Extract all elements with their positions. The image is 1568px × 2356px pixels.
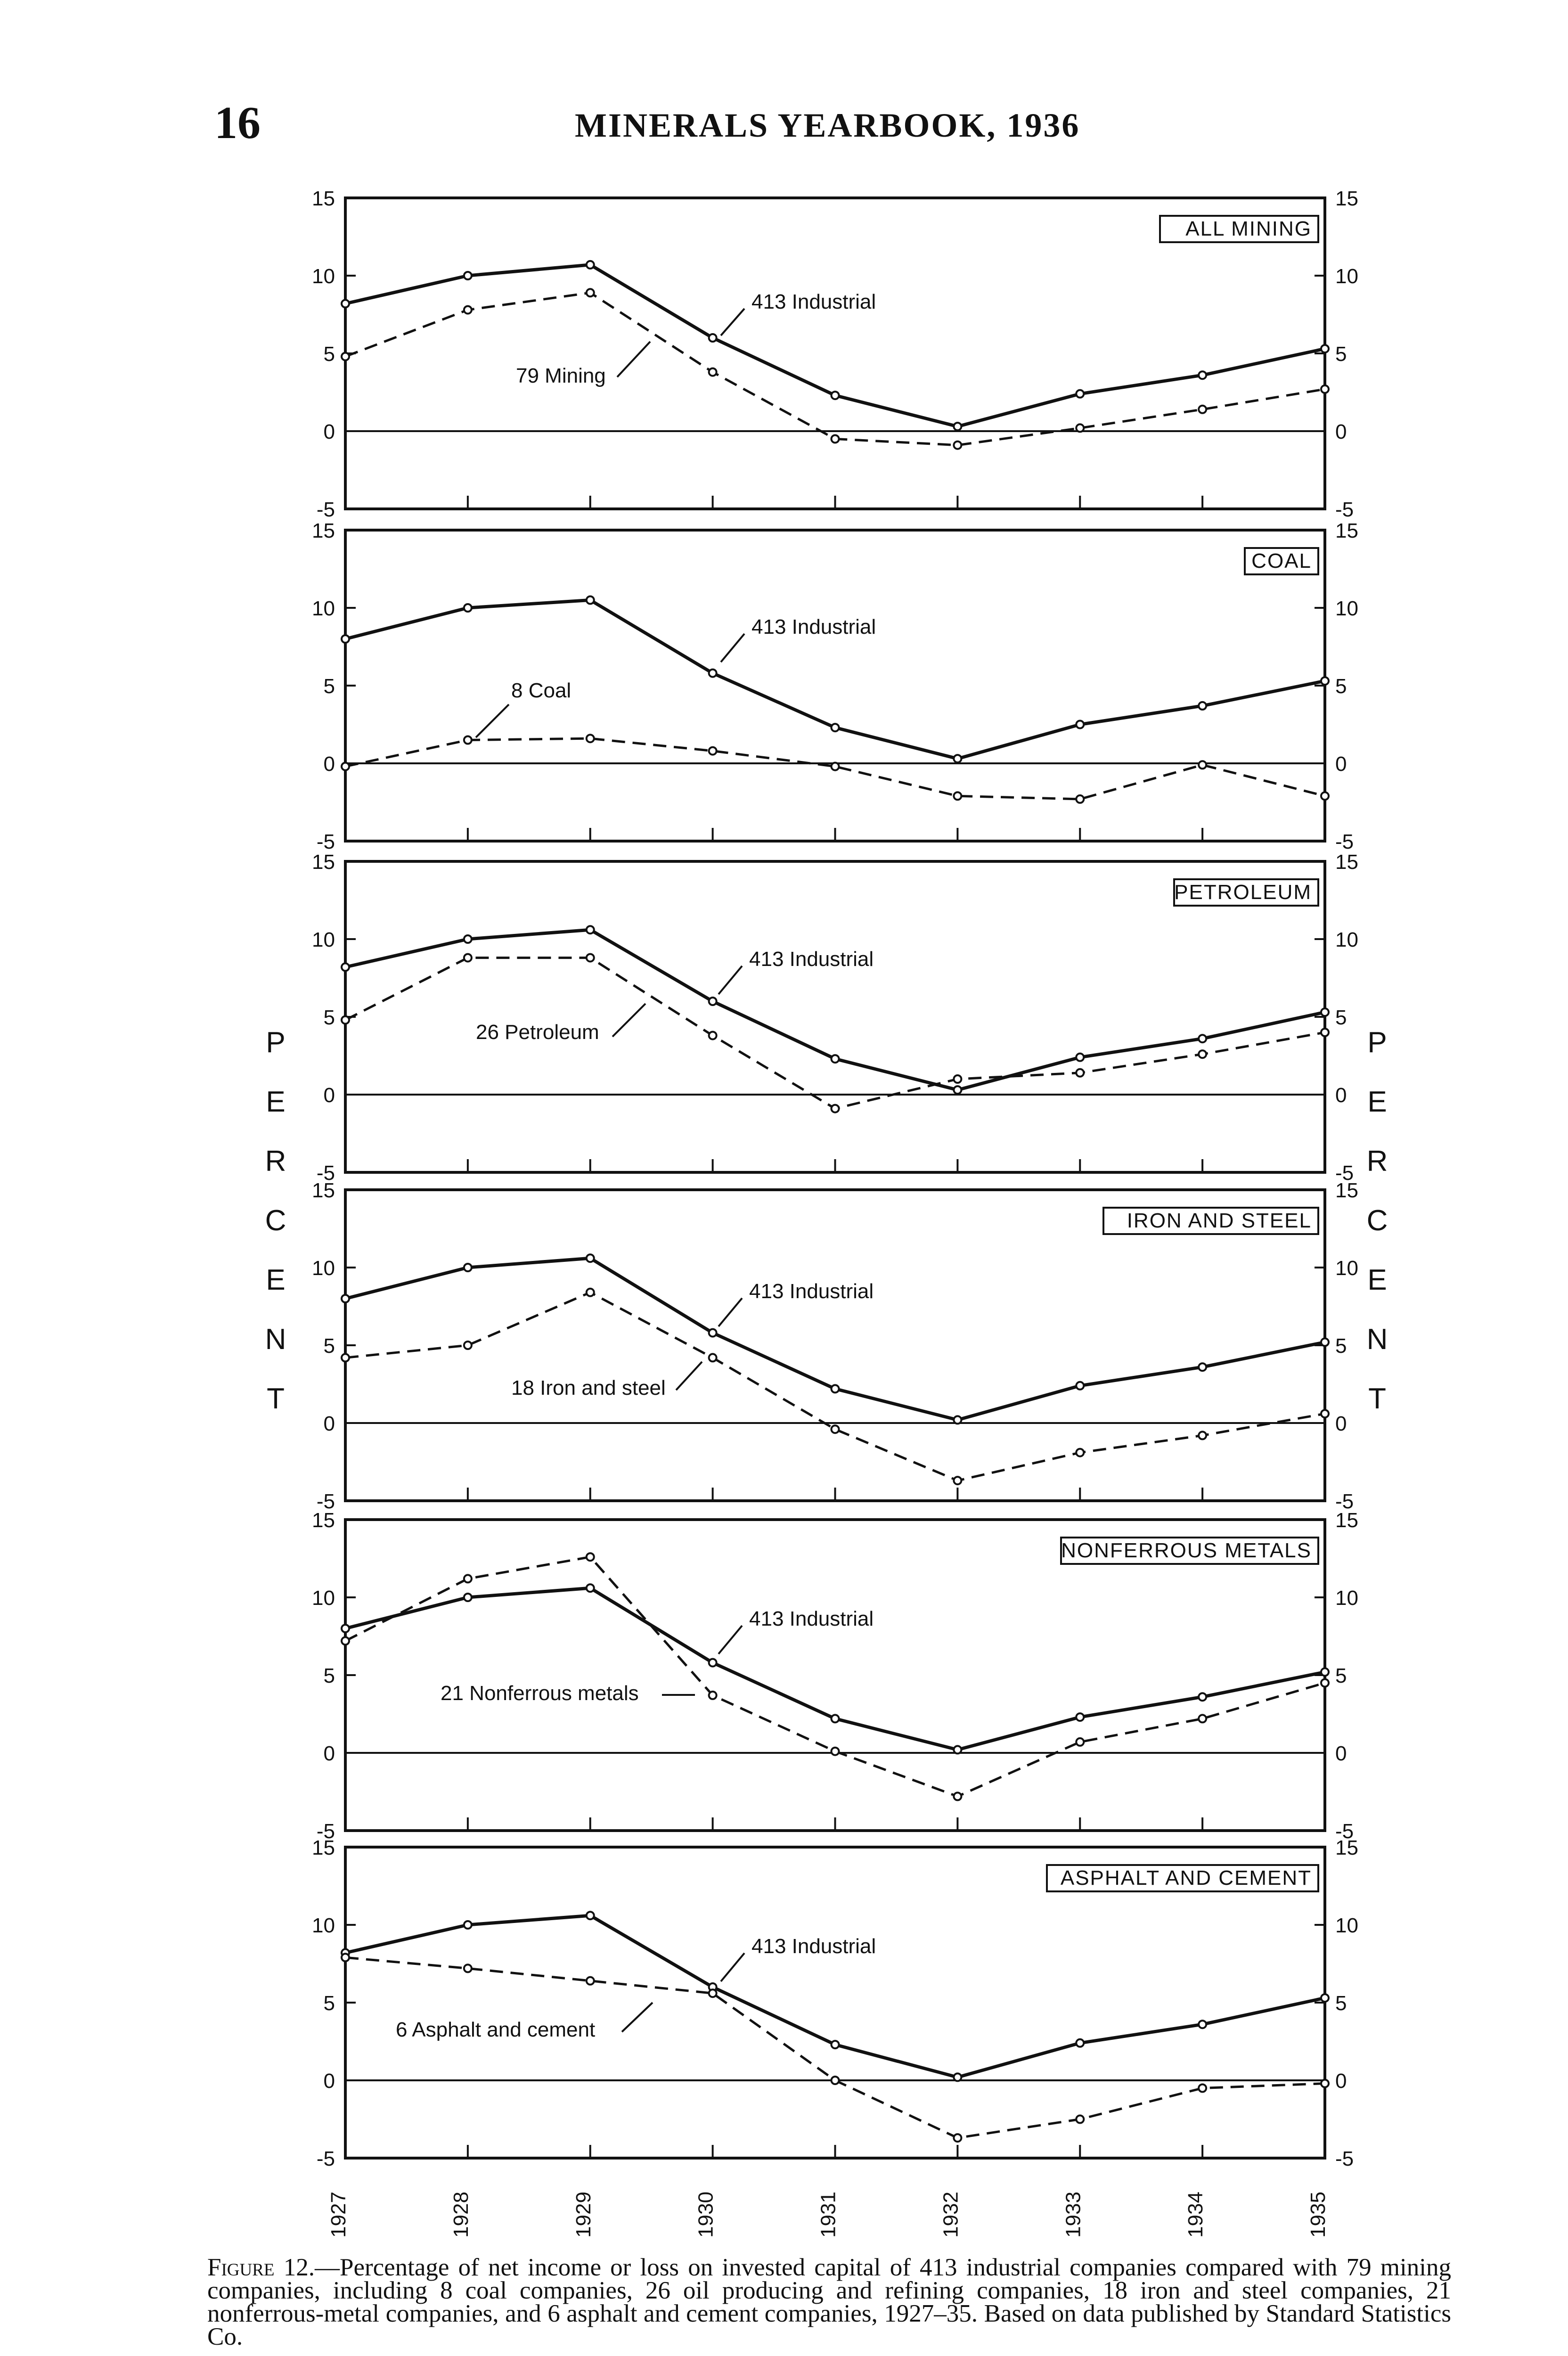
panel-frame	[345, 1847, 1325, 2158]
y-tick-label-right: 5	[1335, 675, 1347, 698]
data-point	[342, 1625, 349, 1632]
x-tick-label: 1933	[1062, 2192, 1085, 2238]
data-point	[832, 1385, 839, 1392]
data-point	[1321, 1994, 1329, 2002]
data-point	[709, 334, 717, 342]
data-point	[1076, 1382, 1084, 1390]
y-tick-label-left: 5	[323, 1992, 335, 2015]
y-tick-label-right: 5	[1335, 1664, 1347, 1687]
chart-panel	[312, 851, 1358, 1185]
series-label-comparison: 79 Mining	[516, 364, 606, 387]
caption-text: —Percentage of net income or loss on invested capital of 413 industrial companies compared with 79 mining companies, including 8 coal companies, 26 oil producing and refining companies, 18 iron and steel companies, 21 nonferrous-metal companies, and 6 asphalt and cement companies, 1927–35. Based on data published by Standard Statistics Co.	[207, 2254, 1451, 2350]
y-tick-label-left: 5	[323, 675, 335, 698]
y-tick-label-right: 0	[1335, 2070, 1347, 2093]
data-point	[832, 1055, 839, 1063]
y-tick-label-left: -5	[316, 498, 335, 521]
y-axis-label-left	[254, 1013, 297, 1429]
data-point	[709, 747, 717, 755]
y-tick-label-left: 10	[312, 928, 335, 951]
data-point	[1076, 2039, 1084, 2047]
y-axis-label-letter: E	[266, 1264, 286, 1296]
data-point	[342, 1016, 349, 1024]
y-tick-label-right: -5	[1335, 1162, 1354, 1185]
data-point	[587, 1289, 594, 1296]
data-point	[1199, 702, 1206, 710]
data-point	[587, 597, 594, 604]
page-number: 16	[214, 98, 261, 148]
data-point	[832, 763, 839, 770]
y-tick-label-right: 15	[1335, 519, 1358, 542]
data-point	[1199, 1050, 1206, 1058]
caption-figure-label: Figure 12.	[207, 2254, 315, 2281]
panel-frame	[345, 198, 1325, 509]
data-point	[464, 1594, 472, 1601]
x-tick-label: 1929	[572, 2192, 595, 2238]
y-tick-label-right: -5	[1335, 1490, 1354, 1513]
data-point	[464, 1342, 472, 1349]
y-tick-label-left: 15	[312, 187, 335, 210]
y-axis-label-letter: P	[1367, 1026, 1387, 1059]
leader-arrow	[719, 966, 742, 994]
data-point	[954, 1477, 961, 1484]
data-point	[832, 724, 839, 731]
data-point	[1321, 677, 1329, 685]
y-tick-label-left: -5	[316, 1162, 335, 1185]
data-point	[709, 368, 717, 376]
data-point	[342, 635, 349, 643]
y-tick-label-right: 0	[1335, 753, 1347, 776]
data-point	[464, 306, 472, 314]
y-axis-label-letter: C	[1366, 1204, 1388, 1237]
data-point	[464, 1964, 472, 1972]
chart-panel	[312, 1179, 1358, 1513]
y-tick-label-left: -5	[316, 1490, 335, 1513]
data-point	[1199, 406, 1206, 413]
series-label-industrial: 413 Industrial	[749, 948, 874, 971]
data-point	[954, 755, 961, 762]
data-point	[587, 1912, 594, 1919]
chart-panel	[312, 1836, 1358, 2170]
data-point	[832, 2077, 839, 2084]
y-tick-label-right: 15	[1335, 187, 1358, 210]
chart-panel	[312, 519, 1358, 853]
data-point	[464, 272, 472, 279]
data-point	[342, 1637, 349, 1644]
y-axis-label-letter: T	[1368, 1383, 1386, 1415]
data-point	[342, 1295, 349, 1302]
y-tick-label-right: 10	[1335, 1257, 1358, 1280]
data-point	[1199, 1715, 1206, 1722]
leader-arrow	[676, 1362, 702, 1390]
data-point	[342, 353, 349, 360]
y-tick-label-right: 10	[1335, 265, 1358, 288]
panel-title: NONFERROUS METALS	[1061, 1539, 1312, 1562]
data-point	[832, 1748, 839, 1755]
data-point	[587, 926, 594, 933]
series-label-industrial: 413 Industrial	[749, 1280, 874, 1303]
leader-arrow	[622, 2003, 653, 2032]
y-tick-label-left: 5	[323, 1006, 335, 1029]
y-tick-label-left: 15	[312, 1836, 335, 1859]
y-axis-label-letter: C	[265, 1204, 286, 1237]
series-label-comparison: 18 Iron and steel	[511, 1376, 666, 1399]
data-point	[1199, 371, 1206, 379]
panel-title: ASPHALT AND CEMENT	[1060, 1866, 1312, 1890]
panel-frame	[345, 1520, 1325, 1831]
y-tick-label-right: -5	[1335, 830, 1354, 853]
data-point	[709, 1329, 717, 1337]
y-axis-label-letter: N	[1366, 1323, 1388, 1356]
data-point	[1199, 761, 1206, 769]
x-tick-label: 1932	[939, 2192, 963, 2238]
data-point	[587, 289, 594, 296]
data-point	[709, 1692, 717, 1699]
x-tick-label: 1927	[327, 2192, 350, 2238]
leader-arrow	[719, 1626, 742, 1654]
leader-arrow	[721, 634, 744, 662]
data-point	[1076, 795, 1084, 803]
data-point	[709, 1354, 717, 1361]
y-tick-label-right: 5	[1335, 1992, 1347, 2015]
y-tick-label-right: 10	[1335, 928, 1358, 951]
y-axis-label-letter: E	[1367, 1264, 1387, 1296]
data-point	[1076, 1713, 1084, 1721]
data-point	[1199, 2085, 1206, 2092]
data-point	[1321, 1668, 1329, 1676]
y-tick-label-right: 5	[1335, 1334, 1347, 1358]
data-point	[1199, 1432, 1206, 1439]
y-axis-label-right	[1356, 1013, 1398, 1429]
y-tick-label-left: 10	[312, 1587, 335, 1610]
y-axis-label-letter: T	[267, 1383, 285, 1415]
data-point	[954, 423, 961, 430]
series-label-comparison: 21 Nonferrous metals	[441, 1682, 639, 1705]
data-point	[1321, 1410, 1329, 1417]
data-point	[587, 735, 594, 742]
y-tick-label-right: 0	[1335, 1742, 1347, 1765]
y-tick-label-right: 5	[1335, 1006, 1347, 1029]
data-point	[954, 792, 961, 800]
data-point	[587, 1584, 594, 1592]
data-point	[1321, 2080, 1329, 2087]
y-axis-label-letter: P	[266, 1026, 286, 1059]
y-tick-label-right: -5	[1335, 2147, 1354, 2170]
data-point	[587, 1553, 594, 1561]
series-label-industrial: 413 Industrial	[751, 290, 876, 313]
series-label-comparison: 6 Asphalt and cement	[396, 2018, 596, 2041]
data-point	[587, 1254, 594, 1262]
y-tick-label-left: 5	[323, 343, 335, 366]
y-tick-label-left: 0	[323, 420, 335, 443]
data-point	[1076, 1738, 1084, 1746]
data-point	[587, 261, 594, 269]
series-line-comparison	[345, 1557, 1325, 1796]
y-tick-label-right: 10	[1335, 1587, 1358, 1610]
x-tick-label: 1931	[817, 2192, 840, 2238]
panel-frame	[345, 530, 1325, 841]
x-tick-label: 1935	[1307, 2192, 1330, 2238]
y-tick-label-left: 15	[312, 851, 335, 874]
y-tick-label-left: 0	[323, 2070, 335, 2093]
series-label-industrial: 413 Industrial	[751, 1935, 876, 1958]
data-point	[342, 1354, 349, 1361]
y-tick-label-left: 15	[312, 1509, 335, 1532]
leader-arrow	[721, 1953, 744, 1981]
y-tick-label-left: 0	[323, 1084, 335, 1107]
data-point	[832, 1715, 839, 1722]
y-tick-label-right: 15	[1335, 1836, 1358, 1859]
series-label-comparison: 26 Petroleum	[476, 1021, 599, 1044]
data-point	[464, 604, 472, 612]
data-point	[709, 1989, 717, 1997]
y-tick-label-left: 10	[312, 265, 335, 288]
y-tick-label-right: 10	[1335, 597, 1358, 620]
x-tick-label: 1934	[1184, 2192, 1208, 2238]
y-tick-label-right: 5	[1335, 343, 1347, 366]
y-tick-label-left: 10	[312, 1257, 335, 1280]
data-point	[342, 300, 349, 307]
data-point	[832, 2041, 839, 2048]
y-tick-label-left: -5	[316, 1820, 335, 1843]
y-tick-label-right: -5	[1335, 498, 1354, 521]
running-head: MINERALS YEARBOOK, 1936	[575, 106, 1080, 144]
data-point	[464, 935, 472, 943]
y-tick-label-right: 0	[1335, 420, 1347, 443]
data-point	[832, 392, 839, 399]
data-point	[954, 442, 961, 449]
panel-title: IRON AND STEEL	[1127, 1209, 1312, 1232]
data-point	[1076, 390, 1084, 398]
y-tick-label-right: 0	[1335, 1084, 1347, 1107]
leader-arrow	[612, 1004, 645, 1037]
data-point	[342, 963, 349, 971]
data-point	[954, 1086, 961, 1094]
data-point	[1321, 1338, 1329, 1346]
x-tick-label: 1930	[694, 2192, 718, 2238]
data-point	[1076, 2116, 1084, 2123]
y-tick-label-right: 0	[1335, 1412, 1347, 1435]
chart-panel	[312, 187, 1358, 521]
y-tick-label-right: -5	[1335, 1820, 1354, 1843]
data-point	[709, 998, 717, 1005]
y-tick-label-left: -5	[316, 830, 335, 853]
data-point	[954, 1746, 961, 1753]
data-point	[464, 1264, 472, 1271]
data-point	[1199, 2021, 1206, 2028]
figure-caption	[207, 2256, 1451, 2348]
data-point	[1199, 1035, 1206, 1042]
data-point	[464, 954, 472, 962]
data-point	[1321, 1029, 1329, 1036]
data-point	[709, 1032, 717, 1039]
data-point	[587, 1977, 594, 1985]
y-tick-label-left: 0	[323, 753, 335, 776]
leader-arrow	[719, 1298, 742, 1326]
data-point	[342, 1954, 349, 1961]
y-axis-label-letter: N	[265, 1323, 286, 1356]
y-axis-label-letter: E	[266, 1086, 286, 1118]
y-axis-label-letter: E	[1367, 1086, 1387, 1118]
y-tick-label-left: 10	[312, 597, 335, 620]
data-point	[1321, 385, 1329, 393]
y-axis-label-letter: R	[265, 1145, 286, 1178]
data-point	[954, 1792, 961, 1800]
y-tick-label-left: 5	[323, 1664, 335, 1687]
y-axis-label-letter: R	[1366, 1145, 1388, 1178]
series-label-industrial: 413 Industrial	[751, 615, 876, 638]
data-point	[832, 1425, 839, 1433]
data-point	[1321, 1008, 1329, 1016]
data-point	[1321, 1679, 1329, 1687]
chart-panel	[312, 1509, 1358, 1843]
data-point	[954, 1416, 961, 1423]
series-line-comparison	[345, 293, 1325, 445]
data-point	[954, 2134, 961, 2142]
leader-arrow	[721, 309, 744, 335]
leader-arrow	[617, 342, 650, 377]
y-tick-label-right: 15	[1335, 851, 1358, 874]
series-label-comparison: 8 Coal	[511, 679, 572, 702]
y-tick-label-left: 0	[323, 1412, 335, 1435]
data-point	[342, 763, 349, 770]
panel-title: COAL	[1251, 549, 1312, 573]
data-point	[464, 736, 472, 744]
panel-frame	[345, 861, 1325, 1172]
data-point	[1321, 792, 1329, 800]
data-point	[709, 1659, 717, 1667]
data-point	[1076, 1069, 1084, 1077]
data-point	[1076, 721, 1084, 728]
y-tick-label-left: 0	[323, 1742, 335, 1765]
data-point	[954, 2073, 961, 2081]
x-tick-label: 1928	[449, 2192, 473, 2238]
data-point	[1076, 1449, 1084, 1456]
y-tick-label-left: 10	[312, 1914, 335, 1937]
data-point	[587, 954, 594, 962]
data-point	[1076, 424, 1084, 432]
data-point	[464, 1575, 472, 1582]
panel-title: ALL MINING	[1185, 217, 1312, 240]
data-point	[1076, 1054, 1084, 1061]
data-point	[1199, 1363, 1206, 1371]
y-tick-label-right: 15	[1335, 1179, 1358, 1202]
leader-arrow	[476, 704, 509, 737]
data-point	[832, 435, 839, 443]
data-point	[1321, 345, 1329, 352]
data-point	[1199, 1693, 1206, 1701]
y-tick-label-left: 15	[312, 1179, 335, 1202]
data-point	[464, 1921, 472, 1929]
series-label-industrial: 413 Industrial	[749, 1607, 874, 1630]
series-line-industrial	[345, 265, 1325, 426]
y-tick-label-right: 10	[1335, 1914, 1358, 1937]
panel-title: PETROLEUM	[1174, 881, 1312, 904]
y-tick-label-left: 5	[323, 1334, 335, 1358]
data-point	[832, 1105, 839, 1113]
data-point	[954, 1075, 961, 1083]
y-tick-label-left: -5	[316, 2147, 335, 2170]
y-tick-label-right: 15	[1335, 1509, 1358, 1532]
y-tick-label-left: 15	[312, 519, 335, 542]
panel-frame	[345, 1190, 1325, 1501]
data-point	[709, 670, 717, 677]
